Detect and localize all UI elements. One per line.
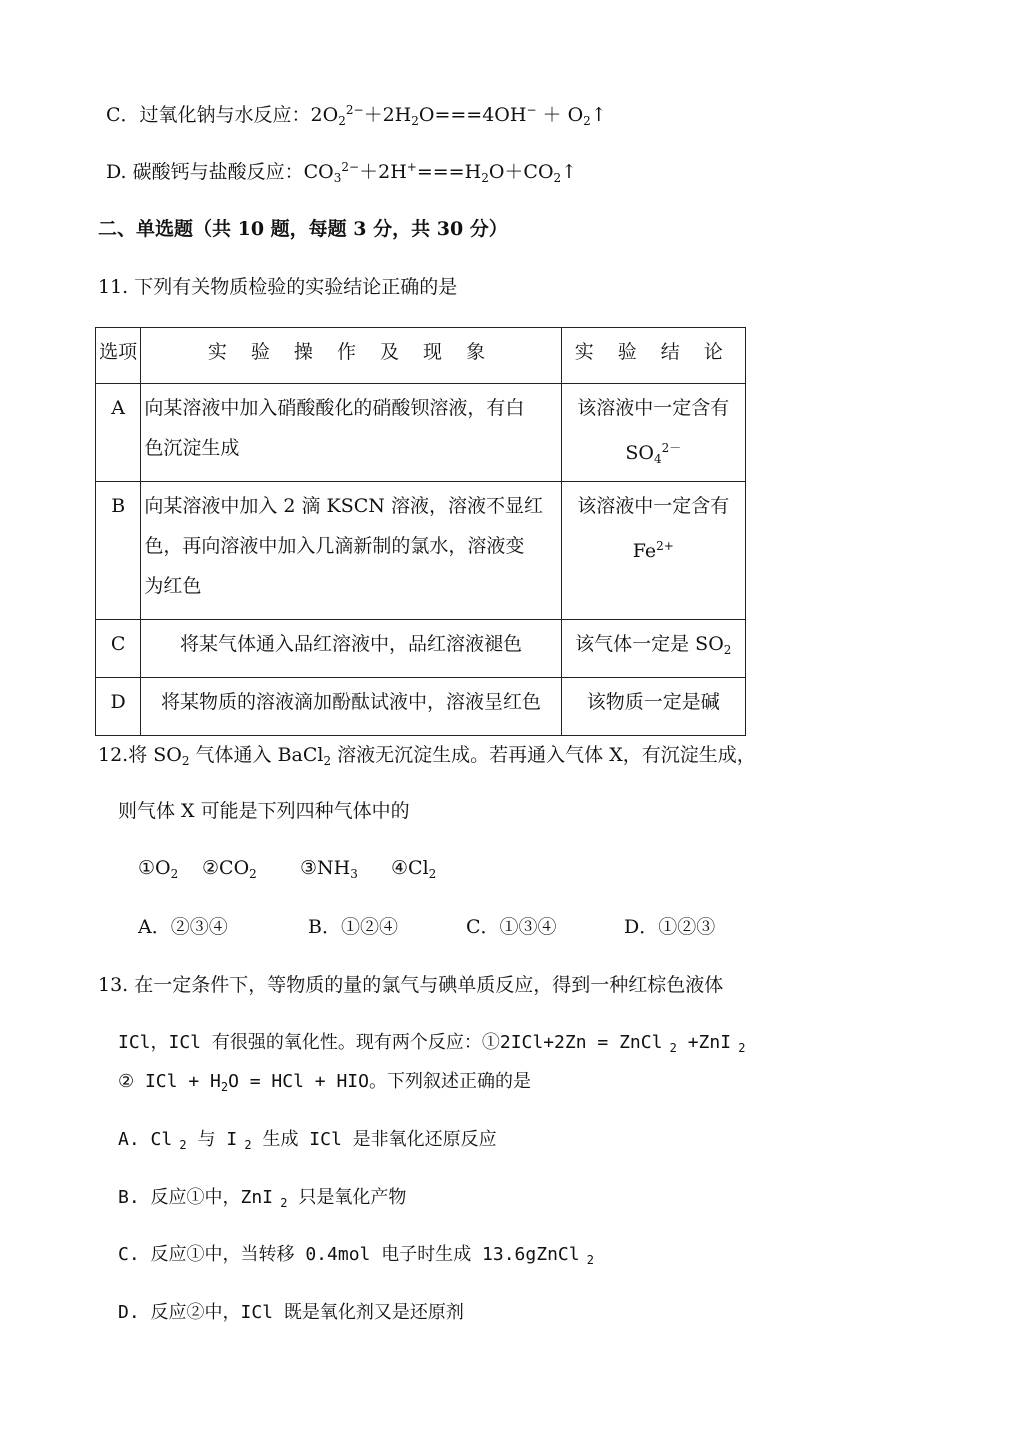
header-operation: 实 验 操 作 及 现 象 (141, 328, 561, 384)
row-conclusion: 该物质一定是碱 (561, 678, 745, 736)
section-heading: 二、单选题（共 10 题，每题 3 分，共 30 分） (98, 218, 508, 240)
table-row (96, 620, 746, 678)
q12-option-b: B．①②④ (308, 916, 398, 938)
row-conclusion: 该溶液中一定含有 $Fe^{2+}$ (561, 482, 745, 620)
q13-option-b: B. 反应①中，ZnI $_2$ 只是氧化产物 (118, 1187, 407, 1210)
row-operation: 将某物质的溶液滴加酚酞试液中，溶液呈红色 (141, 678, 561, 736)
q10-option-c: C．过氧化钠与水反应：$2O_2^{2-}+2H_2O===4OH^-$ ＋ $O_2↑$ (106, 103, 607, 128)
q11-table (95, 327, 746, 736)
q10-option-d: D. 碳酸钙与盐酸反应：$CO_3^{2-}+2H^+===H_2O+CO_2↑$ (106, 160, 578, 185)
row-operation: 向某溶液中加入硝酸酸化的硝酸钡溶液，有白 色沉淀生成 (141, 384, 561, 482)
table-header-row (96, 328, 746, 384)
row-option: A (96, 384, 141, 482)
row-option: C (96, 620, 141, 678)
q12-gas-2: $②CO_2$ (202, 857, 257, 881)
q13-option-c: C. 反应①中，当转移 0.4mol 电子时生成 13.6gZnCl $_2$ (118, 1244, 595, 1267)
q13-stem-line1: 13. 在一定条件下，等物质的量的氯气与碘单质反应，得到一种红棕色液体 (98, 974, 724, 996)
row-conclusion: 该气体一定是 $SO_2$ (561, 620, 745, 678)
q12-option-a: A．②③④ (138, 916, 228, 938)
q12-gas-3: $③NH_3$ (300, 857, 358, 881)
header-conclusion: 实 验 结 论 (561, 328, 745, 384)
row-operation: 向某溶液中加入 2 滴 KSCN 溶液，溶液不显红 色，再向溶液中加入几滴新制的氯水，溶液变 为红色 (141, 482, 561, 620)
header-option: 选项 (96, 328, 141, 384)
table-row (96, 482, 746, 620)
q12-option-c: C．①③④ (466, 916, 557, 938)
row-operation: 将某气体通入品红溶液中，品红溶液褪色 (141, 620, 561, 678)
q11-stem: 11. 下列有关物质检验的实验结论正确的是 (98, 276, 458, 298)
q12-gas-1: $①O_2$ (138, 857, 179, 881)
table-row (96, 384, 746, 482)
row-option: B (96, 482, 141, 620)
q13-option-a: A. Cl $_2$ 与 I $_2$ 生成 ICl 是非氧化还原反应 (118, 1129, 497, 1152)
q12-option-d: D．①②③ (624, 916, 716, 938)
table-row (96, 678, 746, 736)
row-option: D (96, 678, 141, 736)
q13-stem-line2: ICl，ICl 有很强的氧化性。现有两个反应：①2ICl+2Zn = ZnCl $_2$ +ZnI $_2$ (118, 1032, 746, 1055)
row-conclusion: 该溶液中一定含有 $SO_4^{2-}$ (561, 384, 745, 482)
q13-option-d: D. 反应②中，ICl 既是氧化剂又是还原剂 (118, 1302, 464, 1323)
q13-stem-line3: ② ICl + $H_2O$ = HCl + HIO。下列叙述正确的是 (118, 1071, 531, 1094)
q12-stem-line2: 则气体 X 可能是下列四种气体中的 (118, 800, 410, 822)
q12-gas-4: $④Cl_2$ (391, 857, 437, 881)
q12-stem-line1: 12.将 $SO_2$ 气体通入 BaCl$_2$ 溶液无沉淀生成。若再通入气体 X，有沉淀生成， (98, 744, 756, 768)
